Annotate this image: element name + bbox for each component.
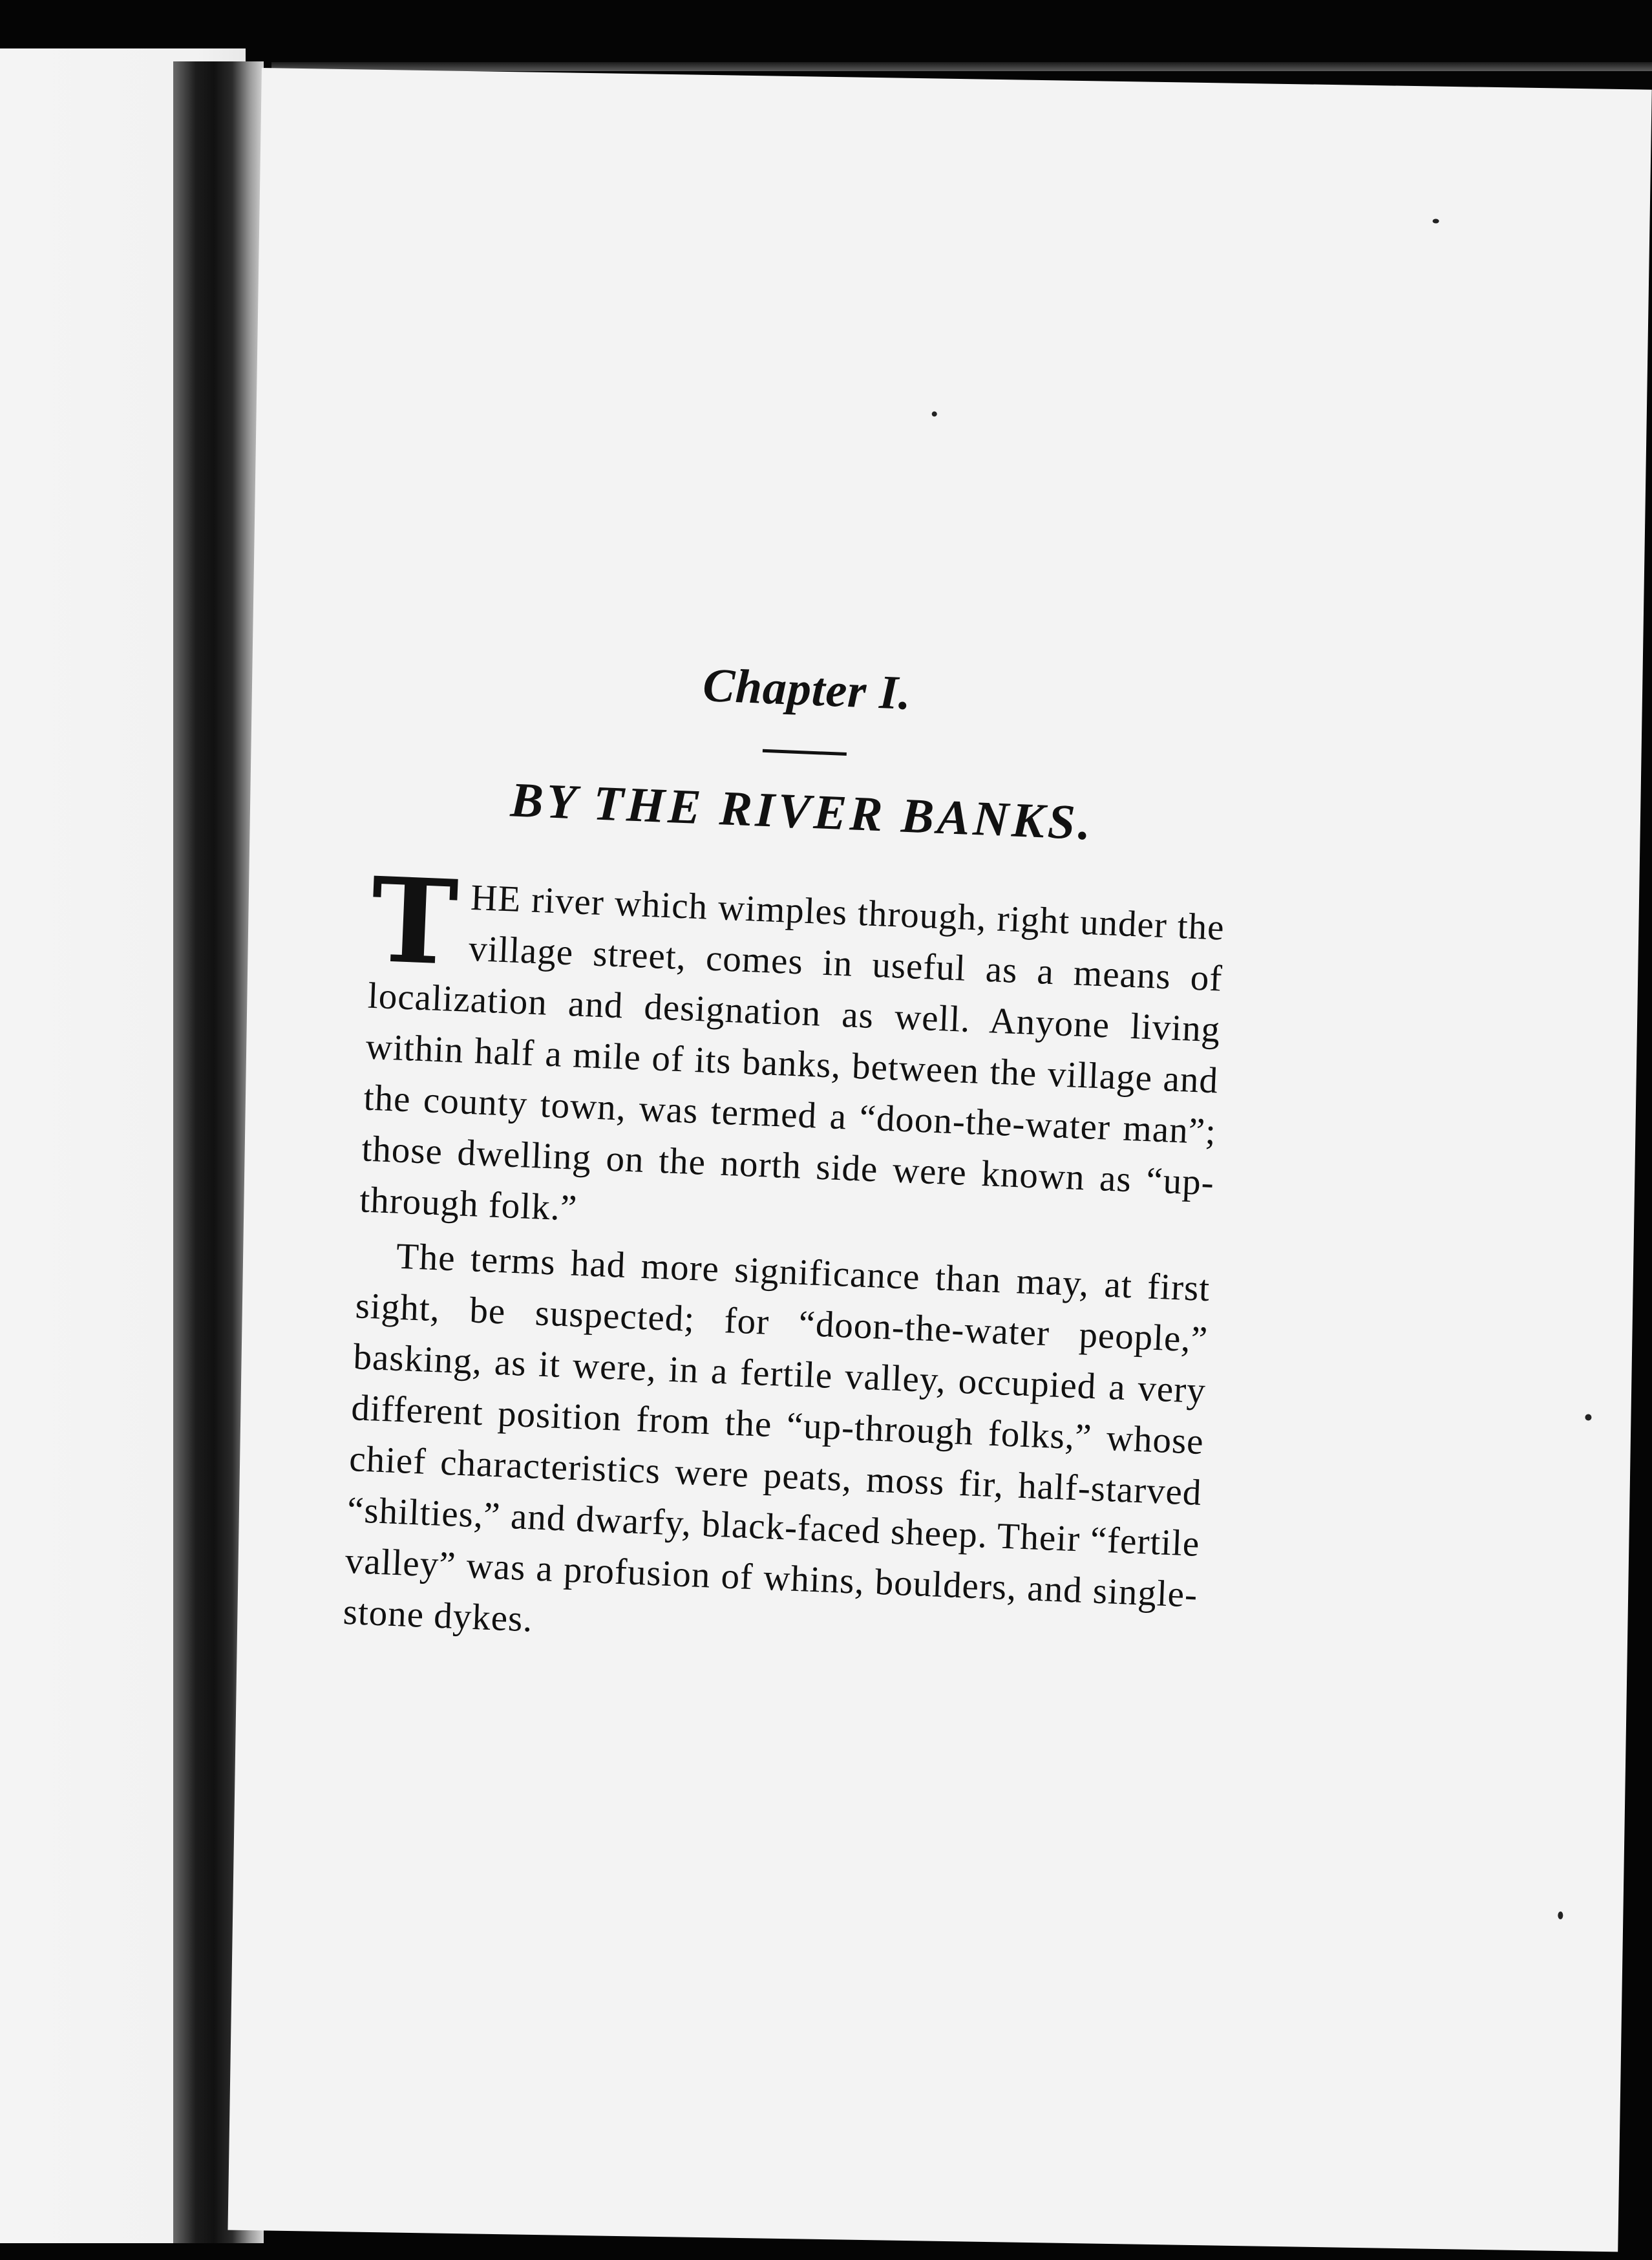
right-page: [228, 68, 1651, 2252]
paragraph-1-text: HE river which wimples through, right under the village street, comes in useful as a means of localization and designation as well. Anyone living within half a mile of its banks, between the village and the county town, was termed a “doon-the-water man”; those dwelling on the north side were known as “up-through folk.”: [359, 877, 1225, 1229]
paragraph-1: [359, 851, 1225, 1260]
speck: [1585, 1414, 1591, 1420]
chapter-title: BY THE RIVER BANKS.: [509, 773, 1096, 851]
heading-rule: [763, 749, 847, 756]
paragraph-2: The terms had more significance than may, at first sight, be suspected; for “doon-the-water people,” basking, as it were, in a fertile valley, occupied a very different position from the “up-through folks,” whose chief characteristics were peats, moss fir, half-starved “shilties,” and dwarfy, black-faced sheep. Their “fertile valley” was a profusion of whins, boulders, and single-stone dykes.: [342, 1235, 1211, 1640]
chapter-heading: Chapter I.: [701, 659, 913, 720]
speck: [932, 411, 937, 416]
page-top-edge: [271, 62, 1652, 71]
speck: [1558, 1912, 1563, 1919]
drop-cap: T: [368, 851, 461, 992]
speck: [1432, 219, 1439, 223]
page-text: [342, 645, 1234, 1672]
